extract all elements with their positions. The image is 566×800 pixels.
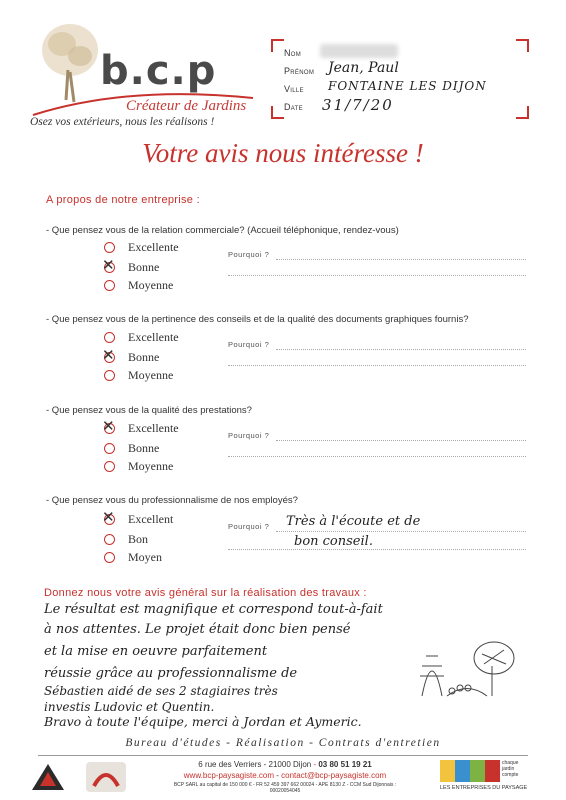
address: 6 rue des Verriers - 21000 Dijon [198, 760, 312, 769]
why-label: Pourquoi ? [228, 250, 270, 259]
option-label: Bonne [128, 350, 160, 364]
option-label: Excellente [128, 421, 179, 435]
option-label: Excellent [128, 512, 174, 526]
why-label: Pourquoi ? [228, 340, 270, 349]
legal-info: BCP SARL au capital de 150 000 € - FR 52 459 397 662 00024 - APE 8130 Z - CCM Sud Dijonnais : 00020054045 [173, 782, 397, 794]
handwritten-comment: Très à l'écoute et de [286, 514, 421, 529]
radio-excellente[interactable] [102, 417, 115, 435]
option-label: Bonne [128, 441, 160, 455]
radio-moyen[interactable] [104, 552, 115, 563]
comment-line-4: réussie grâce au professionnalisme de [44, 666, 298, 681]
ville-label: Ville [284, 84, 304, 94]
check-mark-icon: ✕ [102, 508, 115, 526]
comment-line[interactable] [276, 348, 526, 350]
comment-line-7: Bravo à toute l'équipe, merci à Jordan et Aymeric. [44, 714, 362, 729]
comment-line[interactable] [276, 439, 526, 441]
handwritten-comment: bon conseil. [294, 534, 373, 549]
page-title: Votre avis nous intéresse ! [142, 138, 424, 168]
check-mark-icon: ✕ [102, 256, 115, 274]
radio-excellente[interactable] [104, 242, 115, 253]
comment-line[interactable] [276, 530, 526, 532]
comment-line-1: Le résultat est magnifique et correspond tout-à-fait [44, 602, 383, 617]
option-label: Moyenne [128, 459, 174, 473]
comment-line[interactable] [228, 548, 526, 550]
prenom-value: Jean, Paul [328, 60, 399, 76]
question-4-options [102, 508, 544, 572]
radio-bonne[interactable] [102, 256, 115, 274]
question-3-options [102, 417, 544, 481]
comment-line-6: investis Ludovic et Quentin. [44, 700, 215, 714]
option-label: Moyenne [128, 278, 174, 292]
radio-excellente[interactable] [104, 332, 115, 343]
question-2-options [104, 330, 544, 390]
comment-line-3: et la mise en oeuvre parfaitement [44, 644, 268, 659]
question-3: - Que pensez vous de la qualité des prestations? [46, 405, 252, 416]
company-logo [28, 20, 258, 130]
divider [38, 755, 528, 756]
option-label: Bon [128, 532, 149, 546]
logo-subtitle: Créateur de Jardins [126, 98, 247, 114]
date-value: 31/7/20 [322, 96, 394, 114]
services-line: Bureau d'études - Réalisation - Contrats d'entretien [125, 737, 441, 749]
general-title: Donnez nous votre avis général sur la réalisation des travaux : [44, 587, 367, 599]
why-label: Pourquoi ? [228, 431, 270, 440]
nom-label: Nom [284, 48, 302, 58]
comment-line-5: Sébastien aidé de ses 2 stagiaires très [44, 684, 278, 698]
date-label: Date [284, 102, 303, 112]
website-link[interactable]: www.bcp-paysagiste.com [183, 771, 275, 780]
radio-moyenne[interactable] [104, 370, 115, 381]
badge-text: chaque jardin compte [502, 760, 519, 778]
client-info-box [270, 38, 530, 120]
comment-line[interactable] [276, 258, 526, 260]
radio-bonne[interactable] [102, 346, 115, 364]
network-name: LES ENTREPRISES DU PAYSAGE [440, 785, 528, 791]
comment-line-2: à nos attentes. Le projet était donc bien pensé [44, 622, 351, 637]
check-mark-icon: ✕ [102, 417, 115, 435]
email-link[interactable]: contact@bcp-paysagiste.com [281, 771, 387, 780]
comment-line[interactable] [228, 455, 526, 457]
logo-text: b.c.p [100, 48, 217, 94]
option-label: Excellente [128, 330, 179, 344]
radio-excellent[interactable] [102, 508, 115, 526]
contact-block: 6 rue des Verriers - 21000 Dijon - 03 80 51 19 21 www.bcp-paysagiste.com - contact@bcp-paysagiste.com BCP SARL au capital de 150 000 € - FR 52 459 397 662 00024 - APE 8130 Z - CCM Sud Dijonnais : 00020054045 [160, 760, 410, 794]
redacted-name [320, 44, 398, 58]
check-mark-icon: ✕ [102, 346, 115, 364]
garden-sketch-icon [412, 636, 522, 706]
option-label: Moyenne [128, 368, 174, 382]
logo-tagline: Osez vos extérieurs, nous les réalisons ! [30, 116, 215, 128]
comment-line[interactable] [228, 364, 526, 366]
network-logo [440, 760, 530, 794]
radio-bonne[interactable] [104, 443, 115, 454]
colorful-squares-icon [440, 760, 500, 782]
ville-value: FONTAINE LES DIJON [328, 79, 487, 93]
option-label: Moyen [128, 550, 162, 564]
comment-line[interactable] [228, 274, 526, 276]
option-label: Bonne [128, 260, 160, 274]
general-comment[interactable] [0, 600, 566, 730]
section-title: A propos de notre entreprise : [46, 194, 200, 206]
quality-badge-icon [30, 762, 66, 792]
question-1: - Que pensez vous de la relation commerciale? (Accueil téléphonique, rendez-vous) [46, 225, 399, 236]
option-label: Excellente [128, 240, 179, 254]
question-2: - Que pensez vous de la pertinence des conseils et de la qualité des documents graphiques fournis? [46, 314, 469, 325]
question-1-options [104, 240, 544, 300]
prenom-label: Prénom [284, 66, 315, 76]
certification-logo-icon [84, 760, 128, 794]
why-label: Pourquoi ? [228, 522, 270, 531]
radio-moyenne[interactable] [104, 280, 115, 291]
phone[interactable]: 03 80 51 19 21 [318, 760, 372, 769]
radio-moyenne[interactable] [104, 461, 115, 472]
question-4: - Que pensez vous du professionnalisme de nos employés? [46, 495, 298, 506]
radio-bon[interactable] [104, 534, 115, 545]
